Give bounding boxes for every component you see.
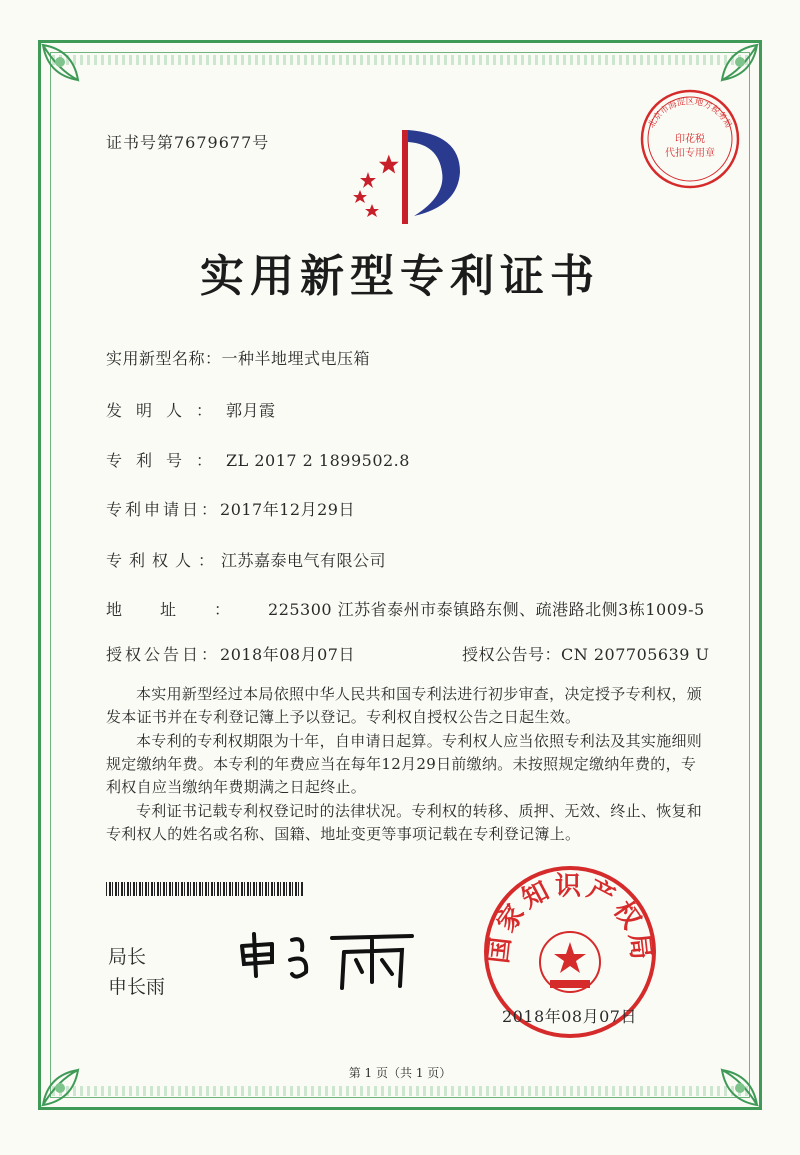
field-value: 2017年12月29日 xyxy=(220,500,355,519)
field-value: CN 207705639 U xyxy=(561,645,710,664)
statement-paragraph-1: 本实用新型经过本局依照中华人民共和国专利法进行初步审查，决定授予专利权，颁发本证书并在专利登记簿上予以登记。专利权自授权公告之日起生效。 xyxy=(106,685,703,726)
field-label: 专利号： xyxy=(106,451,227,470)
field-label: 授权公告日： xyxy=(106,645,221,664)
field-patent-number xyxy=(106,448,410,471)
field-address xyxy=(106,597,705,620)
field-grant-number xyxy=(462,642,710,665)
field-value: 2018年08月07日 xyxy=(220,645,355,664)
field-value: 郭月霞 xyxy=(226,401,276,420)
cnipa-logo xyxy=(342,124,464,228)
corner-ornament-top-left xyxy=(38,40,108,110)
field-value: 江苏嘉泰电气有限公司 xyxy=(221,551,387,570)
field-patentee xyxy=(106,548,386,571)
svg-text:代扣专用章: 代扣专用章 xyxy=(665,148,715,159)
field-inventor xyxy=(106,398,276,421)
field-grant-date xyxy=(106,642,355,665)
tax-stamp xyxy=(635,84,745,194)
field-label: 地址： xyxy=(106,600,269,619)
barcode xyxy=(106,882,304,896)
svg-text:北京市海淀区地方税务局: 北京市海淀区地方税务局 xyxy=(646,97,734,130)
seal-date: 2018年08月07日 xyxy=(502,1007,637,1026)
director-signature xyxy=(232,916,432,996)
field-label: 发明人： xyxy=(106,401,227,420)
certificate-number: 证书号第7679677号 xyxy=(106,133,270,152)
field-value: 一种半地埋式电压箱 xyxy=(221,349,371,368)
director-name: 申长雨 xyxy=(108,976,166,998)
statement-paragraph-3: 专利证书记载专利权登记时的法律状况。专利权的转移、质押、无效、终止、恢复和专利权人的姓名或名称、国籍、地址变更等事项记载在专利登记簿上。 xyxy=(106,802,703,843)
field-application-date xyxy=(106,497,355,520)
border-pattern-bottom xyxy=(52,1086,748,1096)
field-value: ZL 2017 2 1899502.8 xyxy=(226,451,410,470)
field-label: 实用新型名称： xyxy=(106,349,222,368)
field-value: 225300 江苏省泰州市泰镇路东侧、疏港路北侧3栋1009-5 xyxy=(268,600,705,619)
field-label: 专利申请日： xyxy=(106,500,221,519)
field-label: 专利权人： xyxy=(106,551,222,570)
svg-text:国家知识产权局: 国家知识产权局 xyxy=(483,871,657,966)
field-utility-model-name xyxy=(106,346,370,369)
page-number: 第 1 页（共 1 页） xyxy=(348,1066,452,1080)
director-title: 局长 xyxy=(108,946,147,968)
field-label: 授权公告号： xyxy=(462,645,562,664)
border-pattern-top xyxy=(52,55,748,65)
certificate-title: 实用新型专利证书 xyxy=(200,251,600,302)
svg-text:印花税: 印花税 xyxy=(675,134,705,145)
statement-paragraph-2: 本专利的专利权期限为十年，自申请日起算。专利权人应当依照专利法及其实施细则规定缴纳年费。本专利的年费应当在每年12月29日前缴纳。未按照规定缴纳年费的，专利权自应当缴纳年费期满之日起终止。 xyxy=(106,732,703,796)
